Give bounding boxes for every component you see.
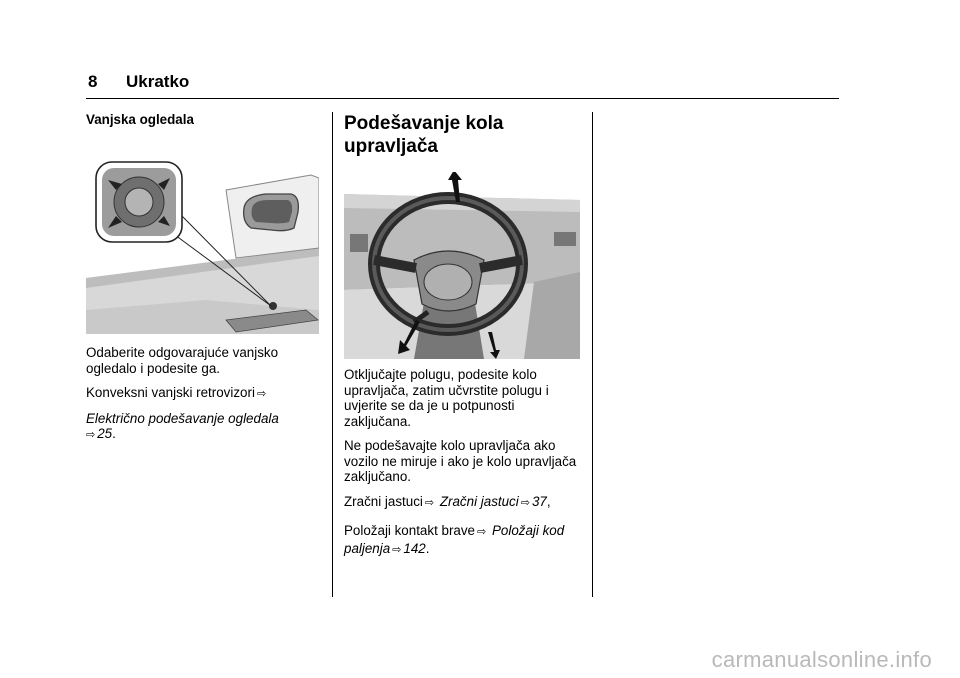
left-column-text <box>86 345 321 452</box>
electric-adjust-page[interactable]: 25 <box>97 426 113 441</box>
airbags-ref[interactable]: Zračni jastuci ⇨ Zračni jastuci ⇨ 37, <box>344 493 551 509</box>
right-column <box>344 112 584 167</box>
reference-arrow-icon: ⇨ <box>520 495 530 509</box>
column-divider-left <box>332 112 333 597</box>
watermark: carmanualsonline.info <box>711 647 932 672</box>
reference-arrow-icon: ⇨ <box>256 387 267 400</box>
ignition-ref[interactable]: Položaji kontakt brave ⇨ Položaji kod paljenja ⇨ 142. <box>344 523 565 556</box>
steering-heading: Podešavanje kola upravljača <box>344 113 504 157</box>
left-column <box>86 112 321 137</box>
reference-arrow-icon: ⇨ <box>392 543 402 556</box>
convex-mirrors-text: Konveksni vanjski retrovizori <box>86 385 255 400</box>
ignition-link[interactable]: Položaji kod paljenja <box>344 523 565 556</box>
ignition-page[interactable]: 142 <box>403 541 426 556</box>
header-rule <box>86 98 839 99</box>
reference-arrow-icon: ⇨ <box>86 428 96 441</box>
mirrors-instruction: Odaberite odgovarajuće vanjsko ogledalo i podesite ga. <box>86 345 279 376</box>
section-title: Ukratko <box>126 72 190 91</box>
right-column-text <box>344 367 584 567</box>
mirror-control-illustration <box>86 160 319 334</box>
steering-warning: Ne podešavajte kolo upravljača ako vozilo ne miruje i ako je kolo upravljača zaključano. <box>344 438 577 484</box>
airbags-link[interactable]: Zračni jastuci <box>439 493 519 509</box>
electric-adjust-ref[interactable]: Električno podešavanje ogledala ⇨ 25. <box>86 410 279 441</box>
mirrors-heading: Vanjska ogledala <box>86 112 194 127</box>
airbags-page[interactable]: 37 <box>531 493 547 509</box>
steering-instruction: Otključajte polugu, podesite kolo upravljača, zatim učvrstite polugu i uvjerite se da je u potpunosti zaključana. <box>344 367 549 429</box>
electric-adjust-link[interactable]: Električno podešavanje ogledala <box>86 410 279 426</box>
convex-mirrors-ref <box>86 385 321 402</box>
steering-wheel-illustration <box>344 172 580 359</box>
reference-arrow-icon: ⇨ <box>424 495 435 509</box>
column-divider-right <box>592 112 593 597</box>
page-number: 8 <box>88 72 98 91</box>
reference-arrow-icon: ⇨ <box>477 525 487 538</box>
